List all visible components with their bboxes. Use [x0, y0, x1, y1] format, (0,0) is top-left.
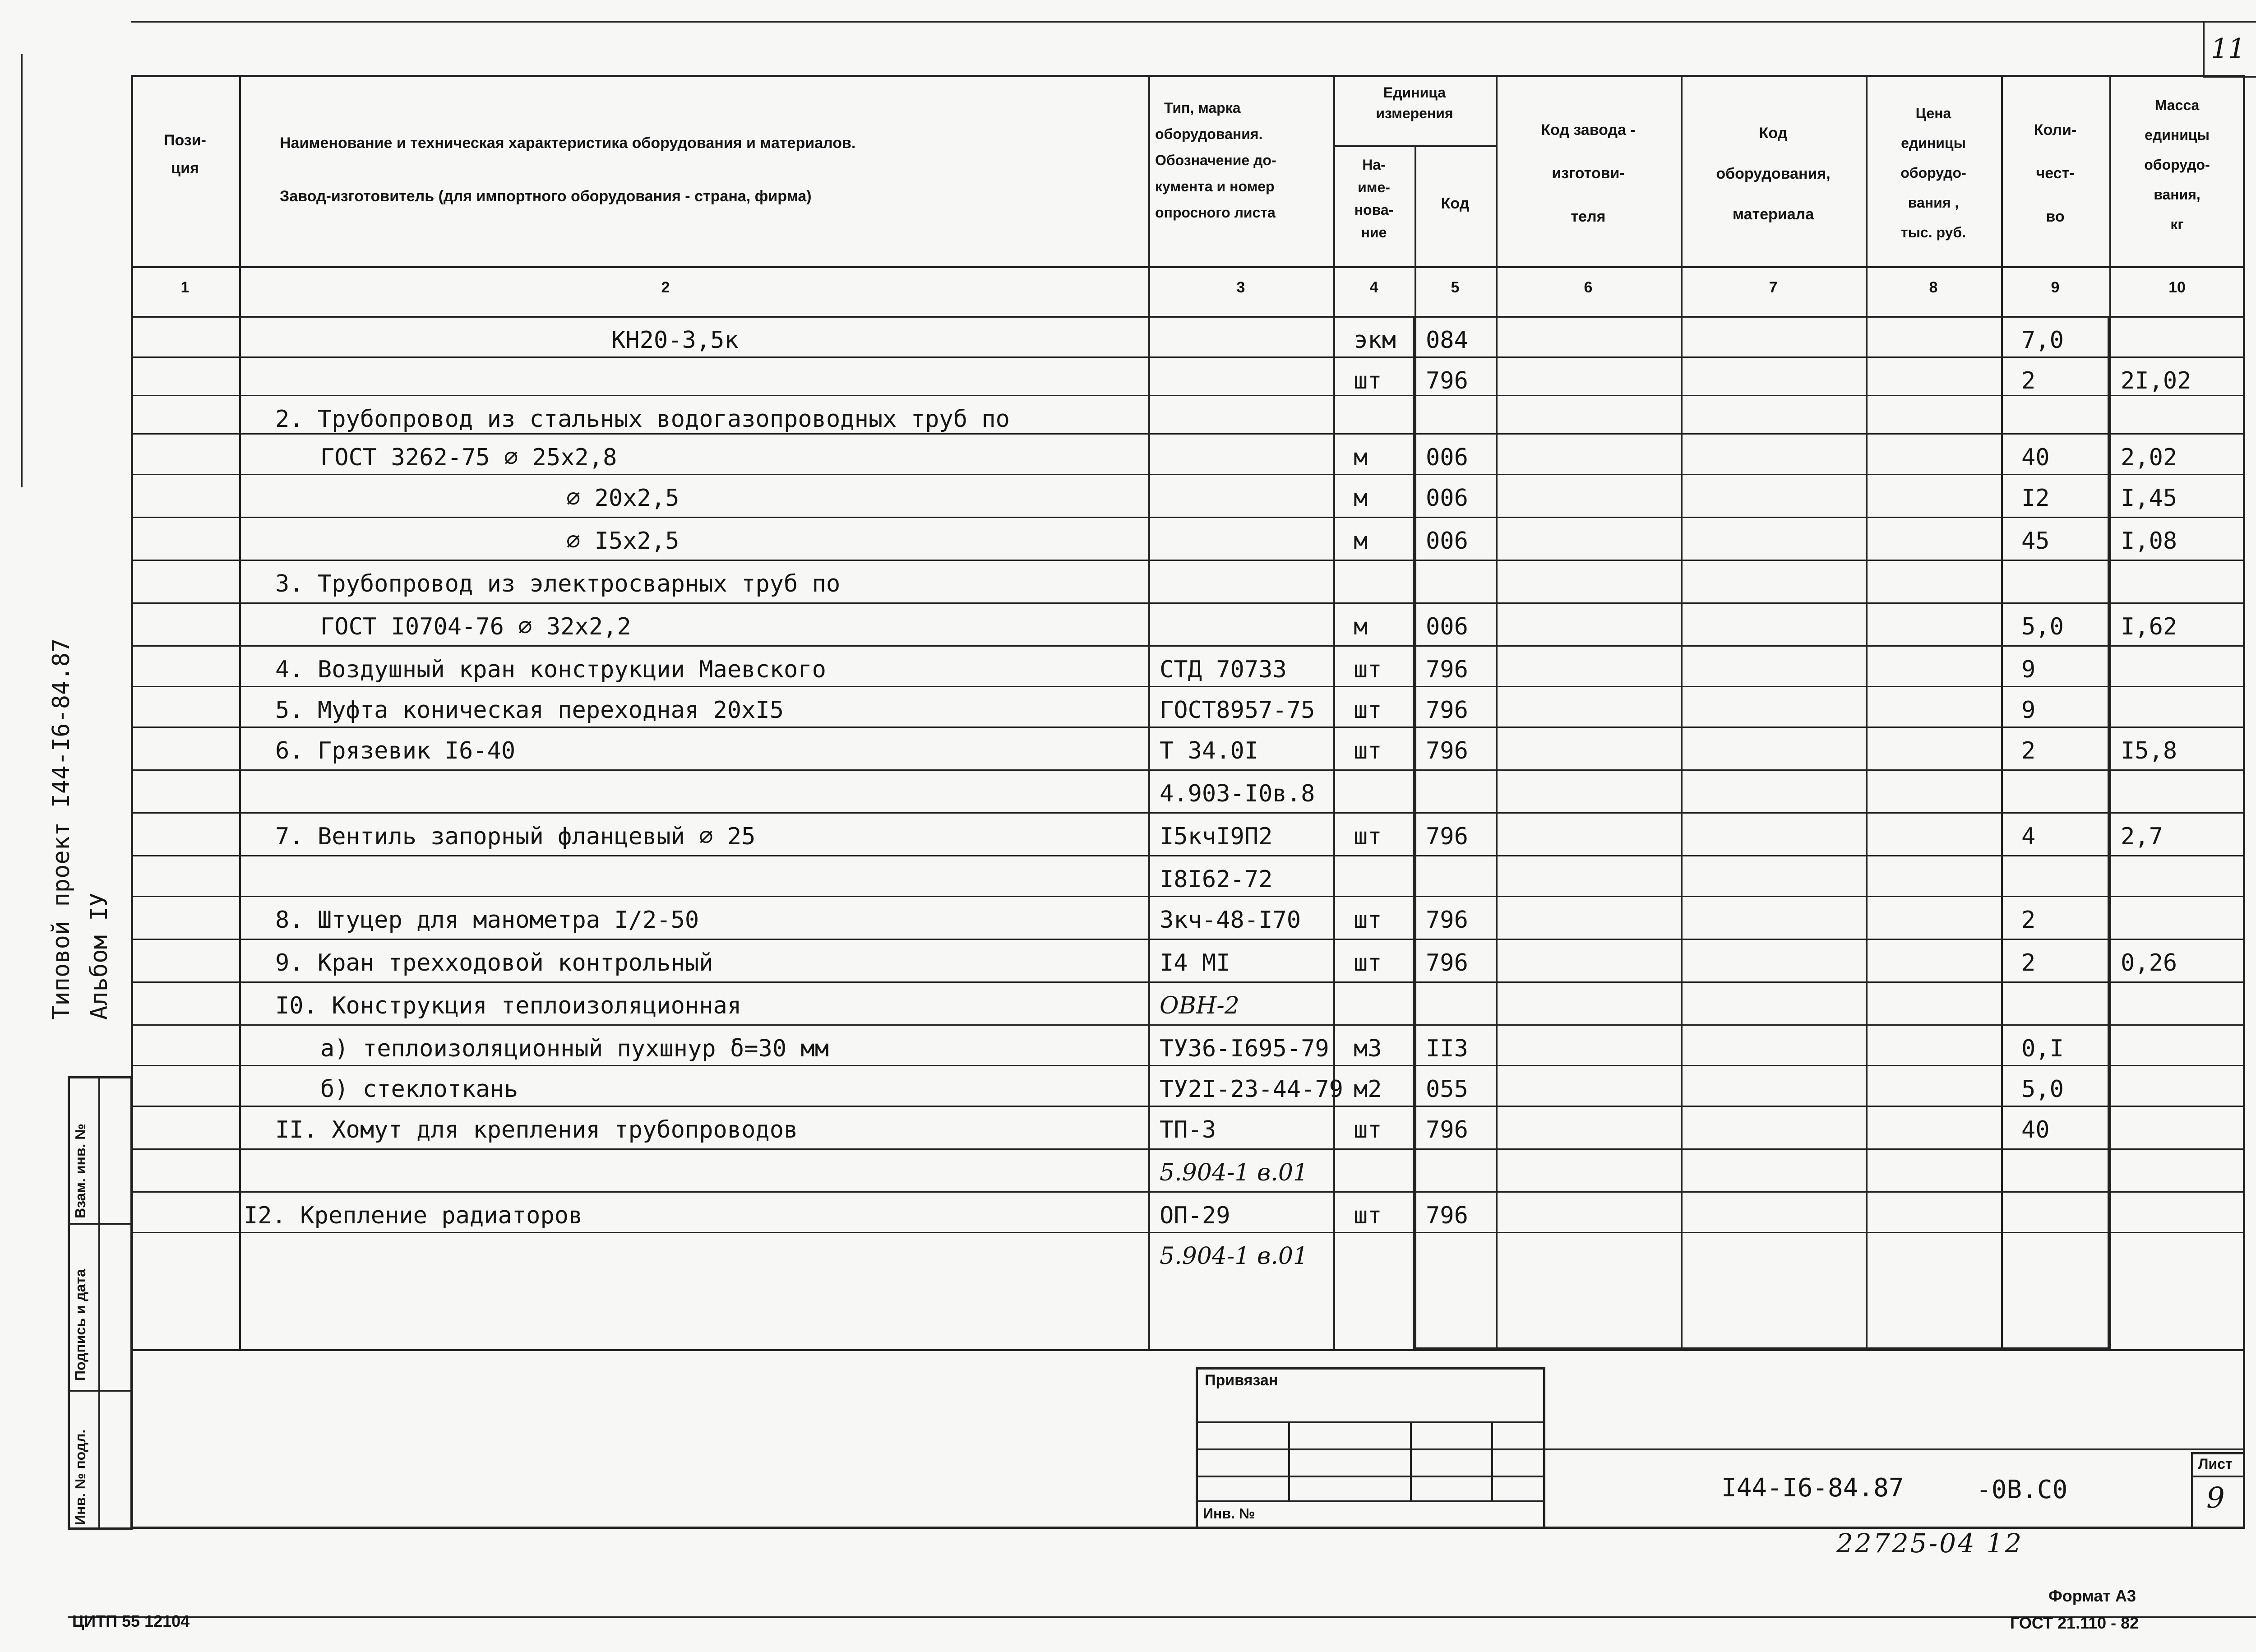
- hdr-type-5: опросного листа: [1155, 204, 1276, 221]
- hdr-unit-2: измерения: [1376, 105, 1453, 121]
- row-code: 796: [1426, 737, 1468, 764]
- footer-gost: ГОСТ 21.110 - 82: [2010, 1614, 2139, 1632]
- side-title-1: Типовой проект I44-I6-84.87: [48, 638, 75, 1020]
- row-name: ГОСТ I0704-76 ⌀ 32х2,2: [320, 613, 631, 640]
- row-type: I5кчI9П2: [1160, 823, 1273, 850]
- row-mass: 2I,02: [2121, 367, 2191, 394]
- hdr-unit-name-2: име-: [1358, 179, 1390, 195]
- hdr-unit-name-3: нова-: [1354, 202, 1394, 218]
- hdr-type-1: Тип, марка: [1164, 100, 1241, 116]
- footer-format: Формат А3: [2048, 1587, 2136, 1605]
- row-unit: шт: [1354, 907, 1382, 934]
- row-code: 796: [1426, 949, 1468, 976]
- hdr-price-2: единицы: [1901, 135, 1966, 151]
- row-qty: 2: [2021, 367, 2036, 394]
- row-type: ГОСТ8957-75: [1160, 697, 1315, 724]
- row-type: СТД 70733: [1160, 656, 1287, 683]
- row-code: 055: [1426, 1076, 1468, 1103]
- row-code: II3: [1426, 1035, 1468, 1062]
- row-mass: I,45: [2121, 485, 2177, 512]
- row-name: ⌀ 20х2,5: [566, 485, 680, 512]
- doc-suffix: -0В.С0: [1976, 1475, 2068, 1504]
- row-type: 4.903-I0в.8: [1160, 780, 1315, 807]
- row-qty: 2: [2021, 949, 2036, 976]
- row-name: КН20-3,5к: [611, 327, 739, 354]
- row-mass: I,62: [2121, 613, 2177, 640]
- hdr-mass-3: оборудо-: [2144, 157, 2210, 173]
- row-code: 796: [1426, 823, 1468, 850]
- row-name: II. Хомут для крепления трубопроводов: [275, 1116, 798, 1143]
- row-unit: м: [1354, 613, 1368, 640]
- row-code: 796: [1426, 697, 1468, 724]
- footer-left: ЦИТП 55 12104: [72, 1612, 190, 1630]
- col-num-10: 10: [2168, 279, 2186, 296]
- col-num-2: 2: [661, 279, 670, 296]
- doc-code: I44-I6-84.87: [1721, 1473, 1904, 1503]
- row-unit: м: [1354, 528, 1368, 555]
- hdr-name-1: Наименование и техническая характеристика оборудования и материалов.: [280, 134, 856, 152]
- row-code: 796: [1426, 1116, 1468, 1143]
- row-code: 084: [1426, 327, 1468, 354]
- row-name: 5. Муфта коническая переходная 20хI5: [275, 697, 784, 724]
- row-unit: шт: [1354, 823, 1382, 850]
- row-unit: м: [1354, 444, 1368, 471]
- row-mass: I,08: [2121, 528, 2177, 555]
- row-unit: м2: [1354, 1076, 1382, 1103]
- hdr-equip-1: Код: [1759, 125, 1788, 142]
- row-mass: I5,8: [2121, 737, 2177, 764]
- stamp-inv-vzam: Взам. инв. №: [72, 1124, 88, 1218]
- inv-no-label: Инв. №: [1203, 1505, 1255, 1522]
- hdr-price-3: оборудо-: [1900, 165, 1966, 181]
- hdr-qty-1: Коли-: [2034, 121, 2077, 139]
- hdr-unit-1: Единица: [1383, 84, 1446, 101]
- row-unit: экм: [1354, 327, 1396, 354]
- hdr-equip-2: оборудования,: [1716, 165, 1831, 182]
- row-qty: 0,I: [2021, 1035, 2064, 1062]
- row-unit: шт: [1354, 1116, 1382, 1143]
- row-code: 006: [1426, 613, 1468, 640]
- row-code: 006: [1426, 528, 1468, 555]
- row-code: 006: [1426, 485, 1468, 512]
- hdr-qty-3: во: [2046, 208, 2065, 225]
- row-type: ТУ36-I695-79: [1160, 1035, 1329, 1062]
- hdr-type-4: кумента и номер: [1155, 178, 1275, 194]
- row-name: а) теплоизоляционный пухшнур δ=30 мм: [320, 1035, 829, 1062]
- hdr-factory-1: Код завода -: [1541, 121, 1636, 139]
- row-mass: 0,26: [2121, 949, 2177, 976]
- col-num-9: 9: [2051, 279, 2060, 296]
- row-name: б) стеклоткань: [320, 1076, 518, 1103]
- row-qty: 2: [2021, 737, 2036, 764]
- row-qty: 9: [2021, 656, 2036, 683]
- row-name: ГОСТ 3262-75 ⌀ 25х2,8: [320, 444, 617, 471]
- row-qty: 5,0: [2021, 613, 2064, 640]
- hdr-mass-4: вания,: [2154, 186, 2201, 203]
- row-unit: м3: [1354, 1035, 1382, 1062]
- sheet-label: Лист: [2198, 1456, 2233, 1472]
- handwritten-number: 22725-04 12: [1836, 1528, 2024, 1559]
- row-type: ТУ2I-23-44-79: [1160, 1076, 1343, 1103]
- hdr-type-2: оборудования.: [1155, 126, 1263, 142]
- sheet-number: 9: [2206, 1481, 2225, 1515]
- row-name: 3. Трубопровод из электросварных труб по: [275, 570, 841, 597]
- row-unit: шт: [1354, 367, 1382, 394]
- hdr-mass-5: кг: [2170, 216, 2184, 232]
- row-code: 796: [1426, 1202, 1468, 1229]
- col-num-4: 4: [1369, 279, 1378, 296]
- hdr-factory-2: изготови-: [1552, 165, 1625, 182]
- row-type: ОВН-2: [1160, 992, 1239, 1019]
- row-qty: 7,0: [2021, 327, 2064, 354]
- row-code: 796: [1426, 367, 1468, 394]
- stamp-signature-date: Подпись и дата: [72, 1269, 88, 1381]
- row-name: ⌀ I5х2,5: [566, 528, 680, 555]
- row-name: 6. Грязевик I6-40: [275, 737, 516, 764]
- row-qty: 40: [2021, 444, 2050, 471]
- row-name: 4. Воздушный кран конструкции Маевского: [275, 656, 826, 683]
- row-qty: 4: [2021, 823, 2036, 850]
- hdr-price-5: тыс. руб.: [1900, 224, 1966, 241]
- row-qty: 9: [2021, 697, 2036, 724]
- hdr-mass-1: Масса: [2154, 97, 2200, 113]
- row-type: 5.904-1 в.01: [1160, 1243, 1308, 1270]
- hdr-pos-1: Пози-: [164, 132, 206, 149]
- row-type: ТП-3: [1160, 1116, 1216, 1143]
- row-mass: 2,7: [2121, 823, 2163, 850]
- col-num-5: 5: [1451, 279, 1460, 296]
- row-code: 796: [1426, 907, 1468, 934]
- row-qty: 40: [2021, 1116, 2050, 1143]
- row-code: 006: [1426, 444, 1468, 471]
- hdr-unit-code: Код: [1441, 195, 1470, 212]
- row-type: 5.904-1 в.01: [1160, 1159, 1308, 1186]
- row-type: 3кч-48-I70: [1160, 907, 1301, 934]
- row-qty: 2: [2021, 907, 2036, 934]
- row-unit: м: [1354, 485, 1368, 512]
- row-qty: 45: [2021, 528, 2050, 555]
- row-type: ОП-29: [1160, 1202, 1230, 1229]
- row-type: I4 МI: [1160, 949, 1230, 976]
- row-mass: 2,02: [2121, 444, 2177, 471]
- col-num-1: 1: [180, 279, 190, 296]
- row-type: I8I62-72: [1160, 866, 1273, 893]
- row-code: 796: [1426, 656, 1468, 683]
- row-type: Т 34.0I: [1160, 737, 1259, 764]
- stamp-inv-podl: Инв. № подл.: [72, 1429, 88, 1525]
- col-num-3: 3: [1236, 279, 1245, 296]
- row-name: 9. Кран трехходовой контрольный: [275, 949, 713, 976]
- row-unit: шт: [1354, 697, 1382, 724]
- hdr-factory-3: теля: [1571, 208, 1606, 225]
- row-name: 7. Вентиль запорный фланцевый ⌀ 25: [275, 823, 756, 850]
- row-name: I2. Крепление радиаторов: [244, 1202, 583, 1229]
- row-name: 2. Трубопровод из стальных водогазопроводных труб по: [275, 406, 1010, 433]
- row-unit: шт: [1354, 949, 1382, 976]
- hdr-pos-2: ция: [171, 160, 199, 177]
- corner-page-number: 11: [2211, 33, 2246, 65]
- row-qty: I2: [2021, 485, 2050, 512]
- side-title-2: Альбом IУ: [86, 893, 113, 1020]
- col-num-8: 8: [1929, 279, 1938, 296]
- row-unit: шт: [1354, 737, 1382, 764]
- hdr-qty-2: чест-: [2036, 165, 2075, 182]
- col-num-7: 7: [1769, 279, 1778, 296]
- row-qty: 5,0: [2021, 1076, 2064, 1103]
- hdr-unit-name-1: На-: [1362, 157, 1386, 173]
- row-unit: шт: [1354, 1202, 1382, 1229]
- hdr-equip-3: материала: [1732, 206, 1814, 223]
- row-unit: шт: [1354, 656, 1382, 683]
- row-name: 8. Штуцер для манометра I/2-50: [275, 907, 699, 934]
- col-num-6: 6: [1584, 279, 1593, 296]
- hdr-type-3: Обозначение до-: [1155, 152, 1276, 168]
- hdr-price-1: Цена: [1915, 105, 1951, 121]
- hdr-unit-name-4: ние: [1361, 224, 1387, 241]
- hdr-name-2: Завод-изготовитель (для импортного оборудования - страна, фирма): [280, 188, 812, 205]
- privyazan-label: Привязан: [1205, 1372, 1278, 1389]
- hdr-price-4: вания ,: [1908, 194, 1959, 211]
- row-name: I0. Конструкция теплоизоляционная: [275, 992, 742, 1019]
- hdr-mass-2: единицы: [2145, 127, 2210, 143]
